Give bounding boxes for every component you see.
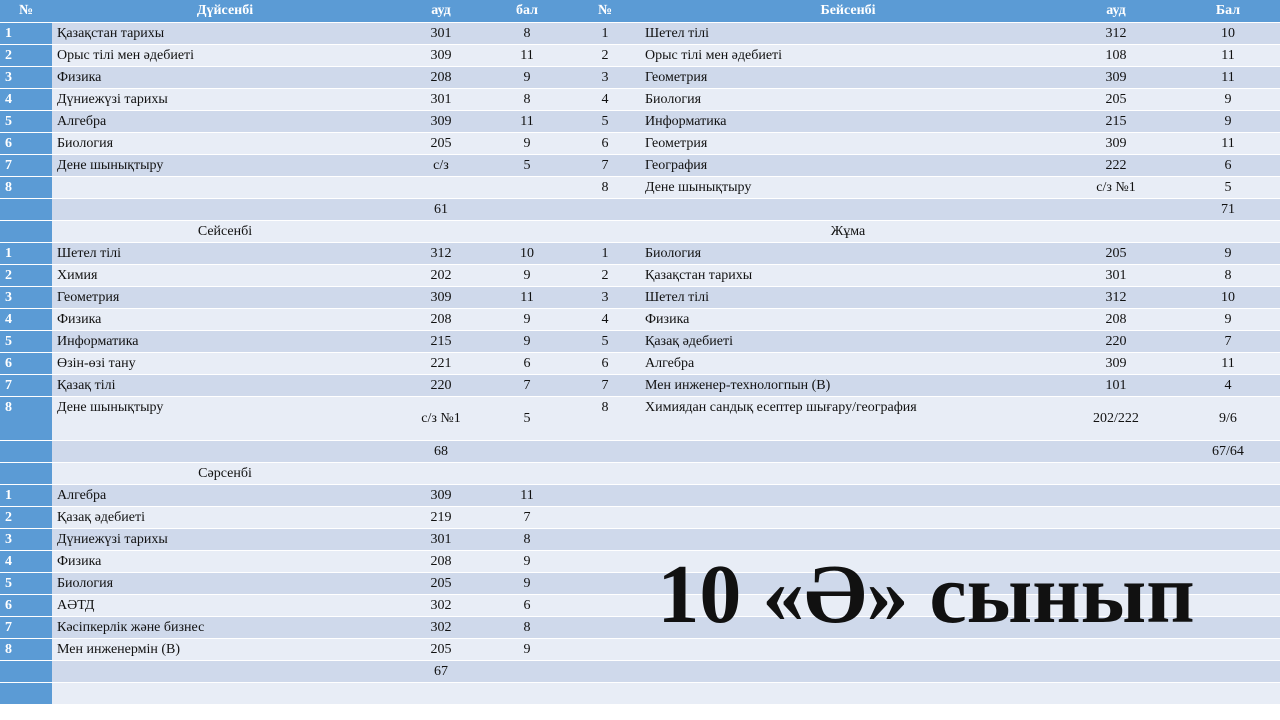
header-num-left: № (0, 0, 52, 22)
lesson-score: 9 (484, 265, 570, 286)
header-room-left: ауд (398, 0, 484, 22)
room-number: с/з (398, 155, 484, 176)
blank-area (570, 507, 1280, 528)
subject-name: Дүниежүзі тарихы (52, 529, 398, 550)
room-number: 309 (1056, 133, 1176, 154)
subject-name: Геометрия (640, 133, 1056, 154)
room-number: 309 (398, 287, 484, 308)
lesson-number: 1 (0, 23, 52, 44)
room-empty (1056, 221, 1176, 242)
schedule-row (0, 683, 1280, 704)
lesson-score: 9 (484, 309, 570, 330)
room-number: 208 (398, 551, 484, 572)
schedule-row (0, 45, 1280, 66)
lesson-score: 9 (1176, 89, 1280, 110)
subject-name: Биология (640, 243, 1056, 264)
schedule-row (0, 353, 1280, 374)
subject-name: Геометрия (52, 287, 398, 308)
subject-name: Дүниежүзі тарихы (52, 89, 398, 110)
room-number: 205 (398, 639, 484, 660)
lesson-score: 5 (1176, 177, 1280, 198)
room-number: с/з №1 (1056, 177, 1176, 198)
lesson-score: 9 (484, 133, 570, 154)
lesson-score: 11 (484, 287, 570, 308)
lesson-score: 11 (1176, 67, 1280, 88)
lesson-number: 3 (0, 529, 52, 550)
lesson-score: 8 (484, 529, 570, 550)
subject-name: Қазақстан тарихы (640, 265, 1056, 286)
room-number: 301 (398, 23, 484, 44)
day-total: 67/64 (1176, 441, 1280, 462)
lesson-number: 2 (0, 507, 52, 528)
lesson-number: 3 (0, 67, 52, 88)
lesson-number: 1 (570, 243, 640, 264)
lesson-score: 5 (484, 397, 570, 440)
score-empty (1176, 221, 1280, 242)
lesson-number: 1 (570, 23, 640, 44)
room-number: 205 (1056, 89, 1176, 110)
subject-name: Орыс тілі мен әдебиеті (640, 45, 1056, 66)
lesson-score: 10 (1176, 23, 1280, 44)
subject-name: АӘТД (52, 595, 398, 616)
blank-area (570, 485, 1280, 506)
lesson-number: 5 (0, 111, 52, 132)
blank-area (570, 683, 1280, 704)
total-label-empty (52, 661, 398, 682)
lesson-score: 4 (1176, 375, 1280, 396)
schedule-row (0, 309, 1280, 330)
lesson-number-empty (570, 221, 640, 242)
lesson-score: 9 (1176, 111, 1280, 132)
subject-name: Биология (52, 573, 398, 594)
schedule-row (0, 155, 1280, 176)
lesson-number: 1 (0, 243, 52, 264)
room-empty (398, 221, 484, 242)
subject-name: Қазақ тілі (52, 375, 398, 396)
lesson-number: 6 (570, 133, 640, 154)
score-empty (484, 221, 570, 242)
subject-name: Қазақ әдебиеті (52, 507, 398, 528)
room-number: 219 (398, 507, 484, 528)
lesson-number-empty (570, 441, 640, 462)
lesson-score: 11 (484, 111, 570, 132)
room-number: 205 (398, 573, 484, 594)
lesson-number: 7 (0, 617, 52, 638)
lesson-number-empty (0, 221, 52, 242)
subject-name: Өзін-өзі тану (52, 353, 398, 374)
subject-name: Алгебра (640, 353, 1056, 374)
lesson-number-empty (0, 463, 52, 484)
lesson-score: 9 (1176, 243, 1280, 264)
lesson-score: 11 (484, 45, 570, 66)
room-number: 312 (1056, 23, 1176, 44)
total-room-empty (1056, 441, 1176, 462)
subject-name: Қазақ әдебиеті (640, 331, 1056, 352)
lesson-score: 9 (484, 639, 570, 660)
room-number: 309 (1056, 353, 1176, 374)
lesson-score: 7 (484, 375, 570, 396)
lesson-number: 6 (0, 353, 52, 374)
room-number: 108 (1056, 45, 1176, 66)
total-label-empty (640, 199, 1056, 220)
room-number (398, 177, 484, 198)
room-number: 220 (1056, 331, 1176, 352)
schedule-row (0, 397, 1280, 440)
schedule-row (0, 287, 1280, 308)
day-total: 71 (1176, 199, 1280, 220)
day-total: 61 (398, 199, 484, 220)
subject-name: Дене шынықтыру (52, 155, 398, 176)
lesson-number-empty (0, 661, 52, 682)
lesson-number-empty (0, 199, 52, 220)
header-score-right: Бал (1176, 0, 1280, 22)
room-number: 301 (1056, 265, 1176, 286)
room-number: 302 (398, 595, 484, 616)
total-label-empty (640, 441, 1056, 462)
lesson-number: 7 (570, 155, 640, 176)
room-number: 208 (398, 309, 484, 330)
lesson-score (484, 177, 570, 198)
schedule-row (0, 441, 1280, 462)
subject-name: Физика (52, 309, 398, 330)
room-number: 309 (398, 485, 484, 506)
subject-name: География (640, 155, 1056, 176)
subject-name: Шетел тілі (640, 23, 1056, 44)
room-number: 309 (398, 45, 484, 66)
schedule-row (0, 89, 1280, 110)
header-row (0, 0, 1280, 22)
schedule-row (0, 221, 1280, 242)
lesson-number: 2 (570, 265, 640, 286)
subject-name: Алгебра (52, 111, 398, 132)
room-number: 301 (398, 89, 484, 110)
subject-name: Мен инженер-технологпын (В) (640, 375, 1056, 396)
lesson-number: 3 (570, 287, 640, 308)
lesson-number: 6 (0, 133, 52, 154)
room-number: 205 (398, 133, 484, 154)
subject-name: Информатика (640, 111, 1056, 132)
score-empty (484, 683, 570, 704)
schedule-row (0, 111, 1280, 132)
lesson-number: 6 (570, 353, 640, 374)
schedule-row (0, 23, 1280, 44)
lesson-score: 8 (484, 89, 570, 110)
subject-name: Геометрия (640, 67, 1056, 88)
room-number: 208 (1056, 309, 1176, 330)
lesson-score: 11 (1176, 133, 1280, 154)
room-number: 202 (398, 265, 484, 286)
subject-name: Шетел тілі (52, 243, 398, 264)
lesson-number: 8 (0, 397, 52, 440)
subject-name: Орыс тілі мен әдебиеті (52, 45, 398, 66)
lesson-score: 10 (484, 243, 570, 264)
room-number: 101 (1056, 375, 1176, 396)
subject-name: Қазақстан тарихы (52, 23, 398, 44)
lesson-number-empty (0, 441, 52, 462)
room-number: 309 (398, 111, 484, 132)
header-day-monday: Дүйсенбі (52, 0, 398, 22)
lesson-number: 4 (0, 551, 52, 572)
header-day-thursday: Бейсенбі (640, 0, 1056, 22)
lesson-number: 1 (0, 485, 52, 506)
room-number: 309 (1056, 67, 1176, 88)
lesson-score: 6 (1176, 155, 1280, 176)
lesson-number: 5 (570, 331, 640, 352)
total-label-empty (52, 199, 398, 220)
subject-name: Химиядан сандық есептер шығару/география (640, 397, 1056, 440)
schedule-row (0, 485, 1280, 506)
lesson-number: 5 (570, 111, 640, 132)
lesson-score: 9 (484, 67, 570, 88)
lesson-score: 9 (484, 573, 570, 594)
room-empty (398, 683, 484, 704)
lesson-number: 4 (570, 309, 640, 330)
total-room-empty (1056, 199, 1176, 220)
lesson-number-empty (0, 683, 52, 704)
lesson-number: 6 (0, 595, 52, 616)
schedule-row (0, 243, 1280, 264)
room-number: 205 (1056, 243, 1176, 264)
subject-name: Биология (52, 133, 398, 154)
blank-area (570, 463, 1280, 484)
lesson-score: 8 (484, 617, 570, 638)
room-number: 222 (1056, 155, 1176, 176)
lesson-score: 9 (484, 551, 570, 572)
day-total: 67 (398, 661, 484, 682)
lesson-score: 11 (484, 485, 570, 506)
room-empty (398, 463, 484, 484)
lesson-score: 6 (484, 595, 570, 616)
lesson-score: 8 (1176, 265, 1280, 286)
subject-name: Дене шынықтыру (52, 397, 398, 440)
subject-name: Мен инженермін (В) (52, 639, 398, 660)
lesson-score: 9 (484, 331, 570, 352)
room-number: 202/222 (1056, 397, 1176, 440)
subject-empty (52, 683, 398, 704)
lesson-score: 7 (484, 507, 570, 528)
total-score-empty (484, 441, 570, 462)
lesson-number: 8 (570, 397, 640, 440)
subject-name: Шетел тілі (640, 287, 1056, 308)
subject-name: Дене шынықтыру (640, 177, 1056, 198)
lesson-number: 5 (0, 573, 52, 594)
total-label-empty (52, 441, 398, 462)
lesson-number: 2 (0, 265, 52, 286)
subject-name: Информатика (52, 331, 398, 352)
day-name: Сейсенбі (52, 221, 398, 242)
lesson-number: 7 (0, 375, 52, 396)
schedule-row (0, 375, 1280, 396)
schedule-row (0, 177, 1280, 198)
lesson-score: 10 (1176, 287, 1280, 308)
lesson-number: 7 (570, 375, 640, 396)
lesson-number: 8 (570, 177, 640, 198)
schedule-row (0, 661, 1280, 682)
score-empty (484, 463, 570, 484)
schedule-row (0, 67, 1280, 88)
day-name: Жұма (640, 221, 1056, 242)
lesson-score: 11 (1176, 353, 1280, 374)
subject-name: Физика (52, 67, 398, 88)
lesson-number: 2 (570, 45, 640, 66)
lesson-number-empty (570, 199, 640, 220)
day-name: Сәрсенбі (52, 463, 398, 484)
lesson-score: 8 (484, 23, 570, 44)
room-number: 215 (398, 331, 484, 352)
lesson-score: 5 (484, 155, 570, 176)
subject-name: Кәсіпкерлік және бизнес (52, 617, 398, 638)
lesson-number: 4 (0, 309, 52, 330)
room-number: 208 (398, 67, 484, 88)
subject-name: Биология (640, 89, 1056, 110)
subject-name: Химия (52, 265, 398, 286)
subject-name: Физика (52, 551, 398, 572)
header-num-right: № (570, 0, 640, 22)
room-number: с/з №1 (398, 397, 484, 440)
schedule-row (0, 265, 1280, 286)
subject-name (52, 177, 398, 198)
schedule-row (0, 331, 1280, 352)
lesson-score: 6 (484, 353, 570, 374)
room-number: 215 (1056, 111, 1176, 132)
lesson-number: 4 (570, 89, 640, 110)
room-number: 312 (398, 243, 484, 264)
subject-name: Алгебра (52, 485, 398, 506)
blank-area (570, 661, 1280, 682)
lesson-number: 4 (0, 89, 52, 110)
class-title: 10 «Ә» сынып (657, 548, 1195, 641)
room-number: 302 (398, 617, 484, 638)
room-number: 301 (398, 529, 484, 550)
lesson-number: 7 (0, 155, 52, 176)
schedule-row (0, 199, 1280, 220)
lesson-number: 2 (0, 45, 52, 66)
lesson-number: 8 (0, 177, 52, 198)
schedule-row (0, 133, 1280, 154)
header-score-left: бал (484, 0, 570, 22)
total-score-empty (484, 199, 570, 220)
day-total: 68 (398, 441, 484, 462)
lesson-score: 9/6 (1176, 397, 1280, 440)
lesson-score: 9 (1176, 309, 1280, 330)
header-room-right: ауд (1056, 0, 1176, 22)
lesson-number: 3 (0, 287, 52, 308)
lesson-score: 11 (1176, 45, 1280, 66)
room-number: 221 (398, 353, 484, 374)
subject-name: Физика (640, 309, 1056, 330)
lesson-number: 5 (0, 331, 52, 352)
room-number: 220 (398, 375, 484, 396)
total-score-empty (484, 661, 570, 682)
room-number: 312 (1056, 287, 1176, 308)
schedule-row (0, 463, 1280, 484)
lesson-number: 3 (570, 67, 640, 88)
schedule-row (0, 507, 1280, 528)
lesson-score: 7 (1176, 331, 1280, 352)
lesson-number: 8 (0, 639, 52, 660)
